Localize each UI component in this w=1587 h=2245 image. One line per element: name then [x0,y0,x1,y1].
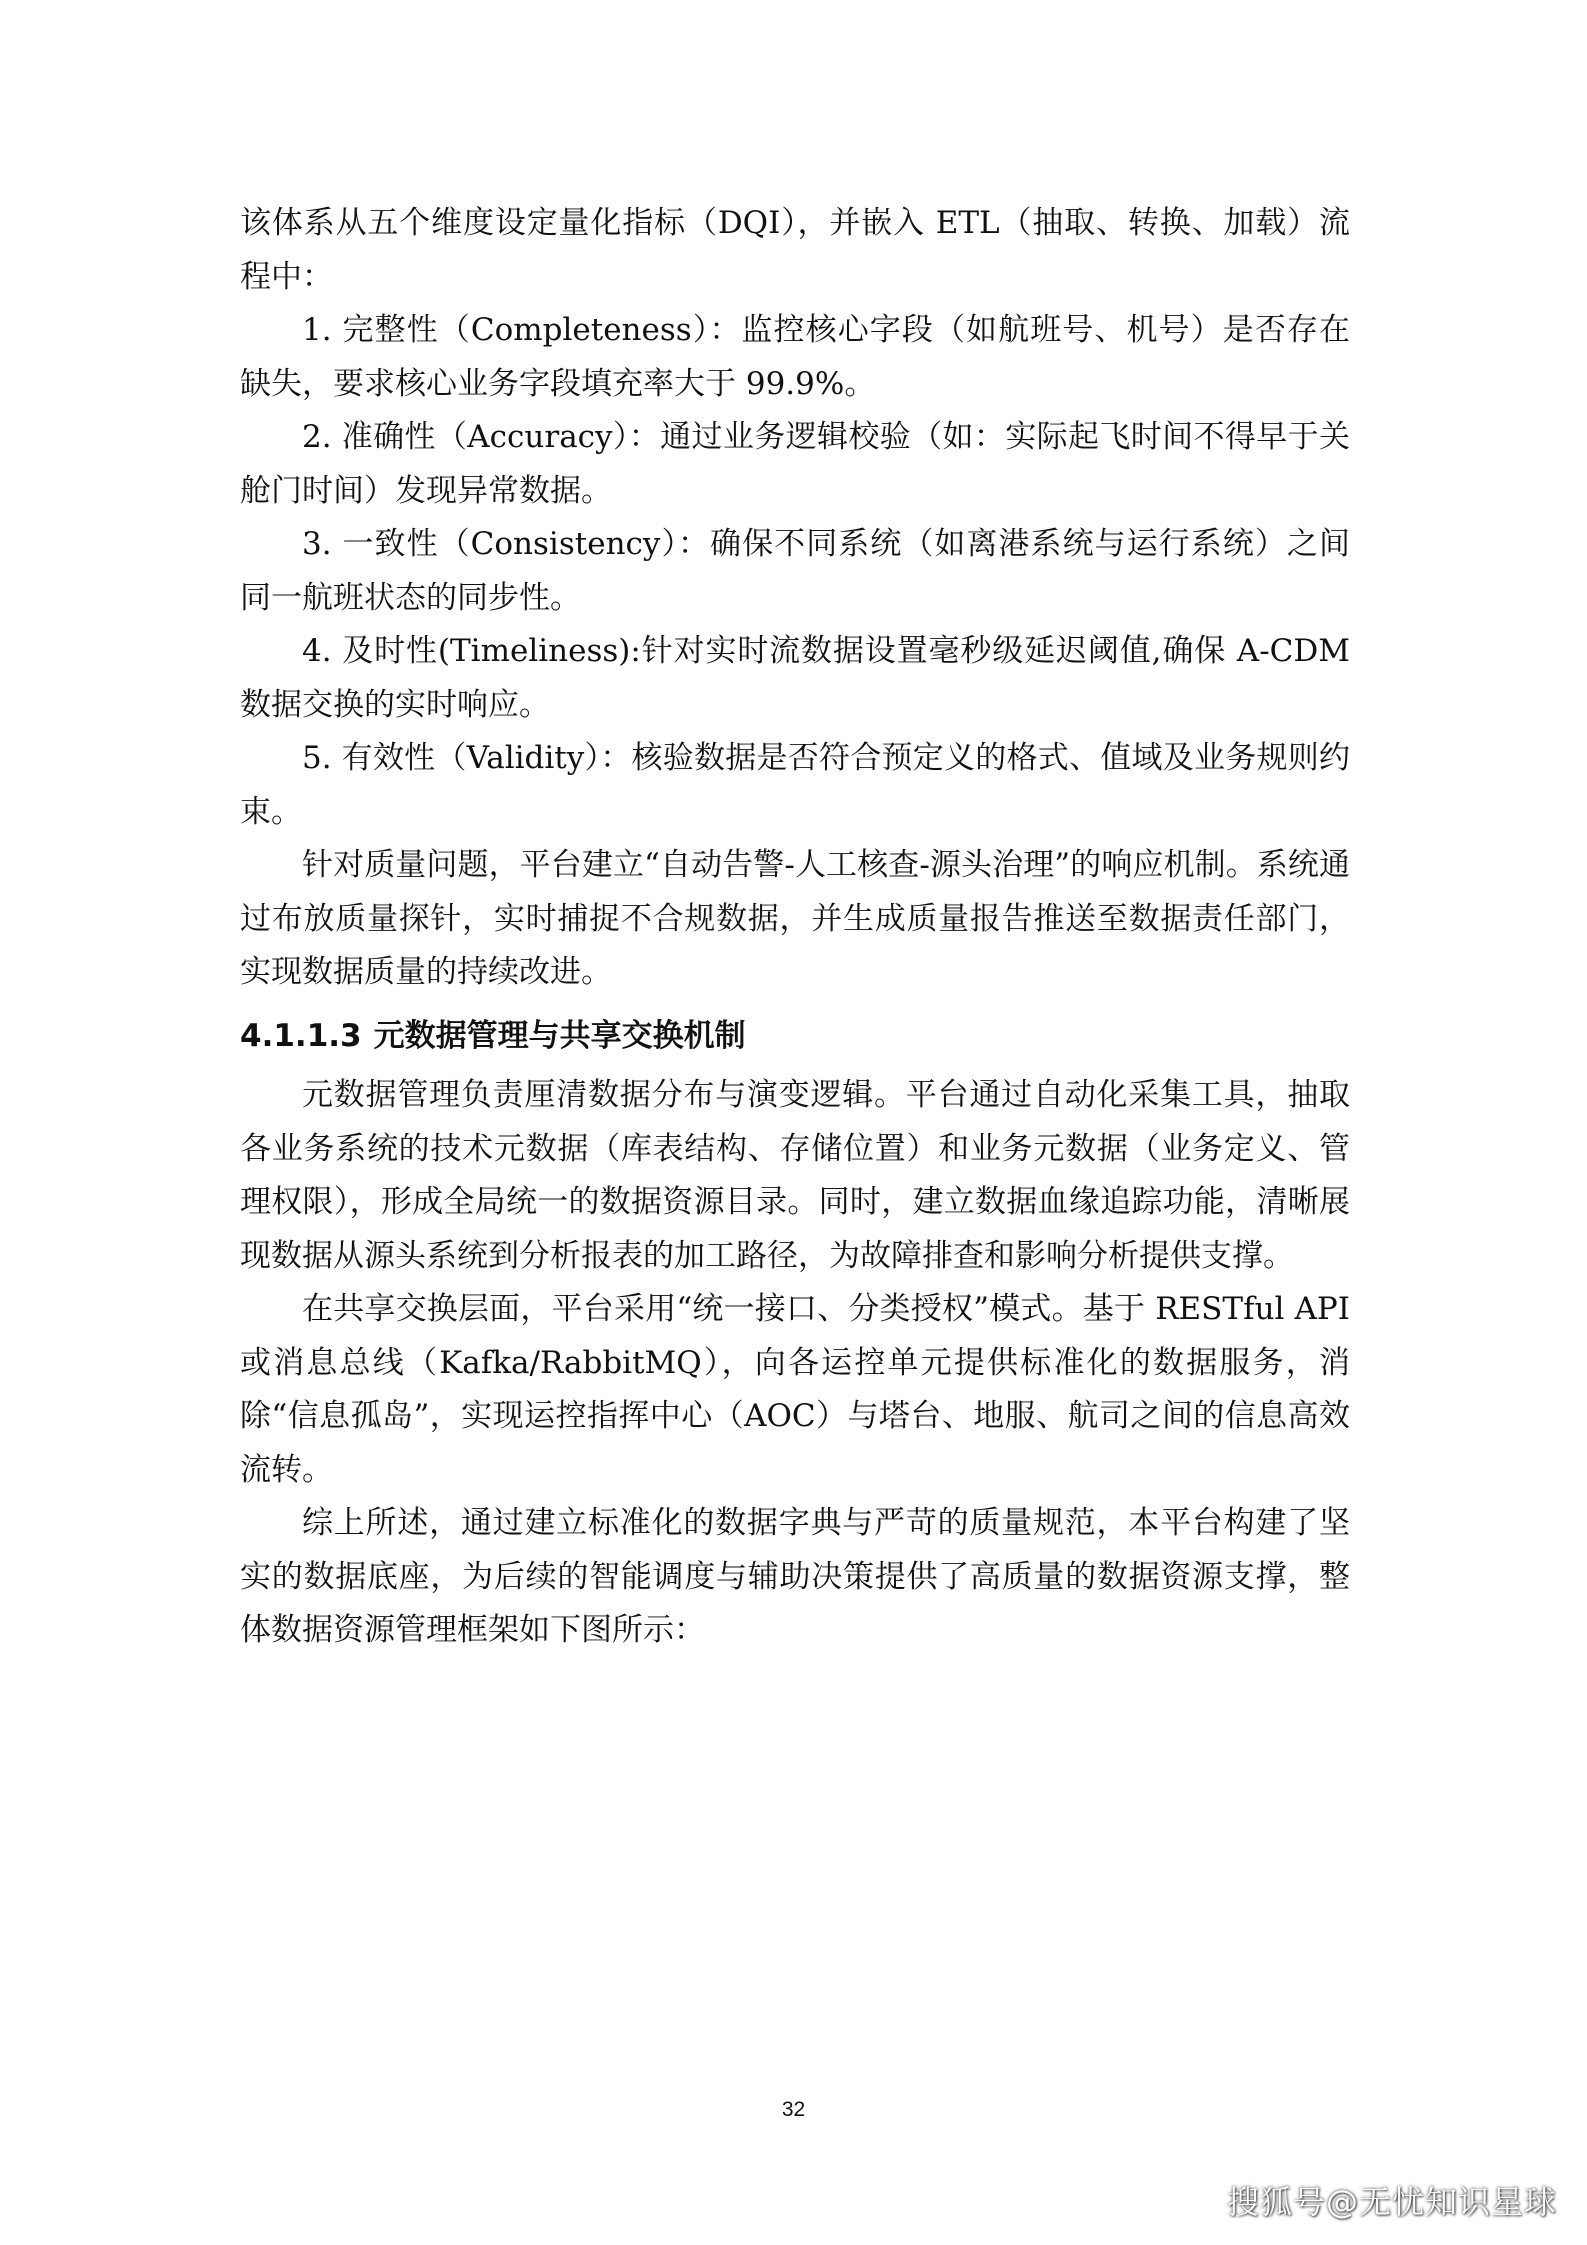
watermark: 搜狐号@无忧知识星球 [1226,2183,1557,2221]
list-item-validity: 5. 有效性（Validity）：核验数据是否符合预定义的格式、值域及业务规则约束。 [240,740,1350,830]
list-item-consistency: 3. 一致性（Consistency）：确保不同系统（如离港系统与运行系统）之间同一航班状态的同步性。 [240,526,1350,616]
paragraph-summary: 综上所述，通过建立标准化的数据字典与严苛的质量规范，本平台构建了坚实的数据底座，为后续的智能调度与辅助决策提供了高质量的数据资源支撑，整体数据资源管理框架如下图所示： [240,1505,1350,1648]
section-title: 元数据管理与共享交换机制 [373,1017,746,1054]
paragraph-dqi-intro: 该体系从五个维度设定量化指标（DQI），并嵌入 ETL（抽取、转换、加载）流程中： [240,205,1350,295]
paragraph-quality-response: 针对质量问题，平台建立“自动告警-人工核查-源头治理”的响应机制。系统通过布放质量探针，实时捕捉不合规数据，并生成质量报告推送至数据责任部门，实现数据质量的持续改进。 [240,847,1350,990]
paragraph-metadata-management: 元数据管理负责厘清数据分布与演变逻辑。平台通过自动化采集工具，抽取各业务系统的技术元数据（库表结构、存储位置）和业务元数据（业务定义、管理权限），形成全局统一的数据资源目录。同时，建立数据血缘追踪功能，清晰展现数据从源头系统到分析报表的加工路径，为故障排查和影响分析提供支撑。 [240,1077,1350,1274]
page-number: 32 [781,2098,806,2121]
list-item-timeliness: 4. 及时性(Timeliness):针对实时流数据设置毫秒级延迟阈值,确保 A-CDM 数据交换的实时响应。 [240,633,1350,723]
paragraph-sharing-exchange: 在共享交换层面，平台采用“统一接口、分类授权”模式。基于 RESTful API 或消息总线（Kafka/RabbitMQ），向各运控单元提供标准化的数据服务，消除“信息孤岛”，实现运控指挥中心（AOC）与塔台、地服、航司之间的信息高效流转。 [240,1291,1350,1488]
section-heading [240,1010,1350,1064]
list-item-completeness: 1. 完整性（Completeness）：监控核心字段（如航班号、机号）是否存在缺失，要求核心业务字段填充率大于 99.9%。 [240,312,1350,402]
document-body [240,197,1350,1658]
list-item-accuracy: 2. 准确性（Accuracy）：通过业务逻辑校验（如：实际起飞时间不得早于关舱门时间）发现异常数据。 [240,419,1350,509]
section-number: 4.1.1.3 [240,1017,362,1054]
